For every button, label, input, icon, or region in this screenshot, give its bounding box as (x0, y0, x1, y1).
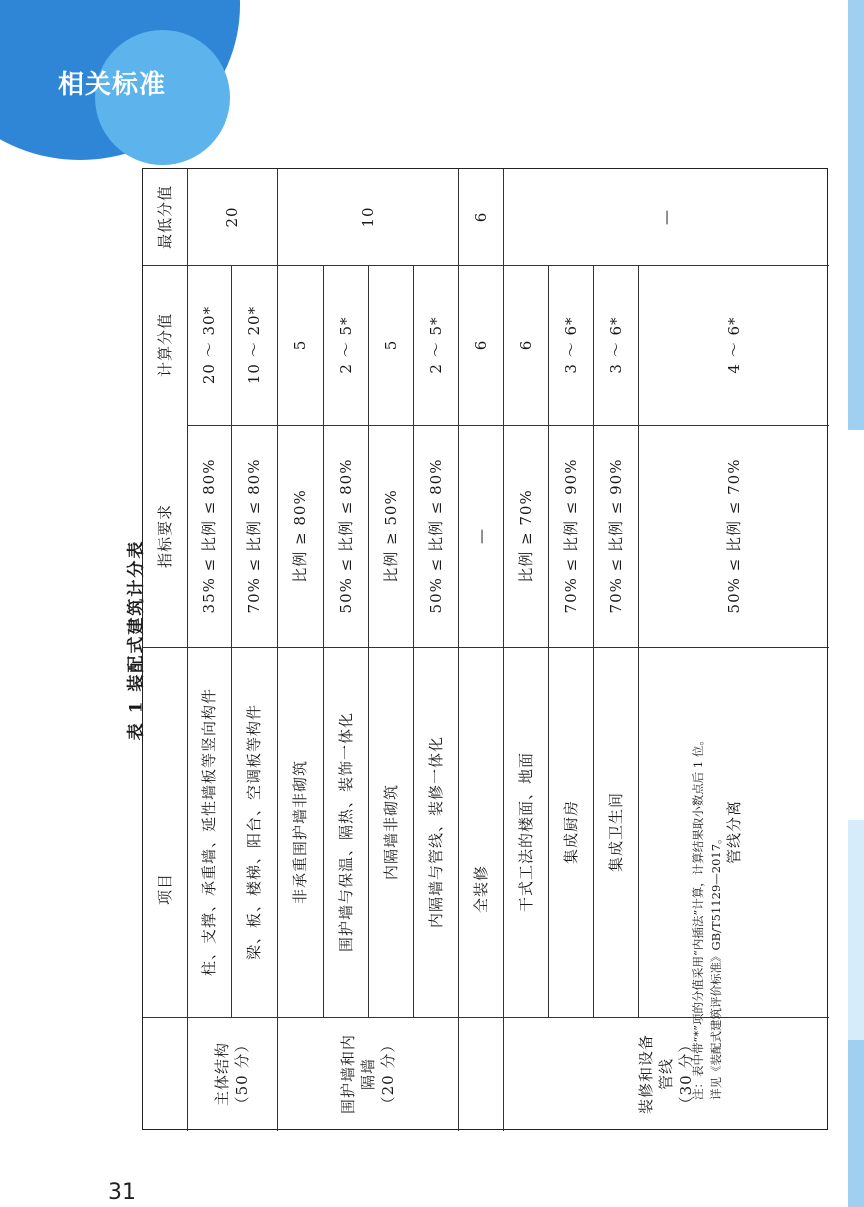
calc-score: 6 (471, 339, 490, 351)
item-name: 围护墙与保温、隔热、装饰一体化 (336, 711, 355, 953)
requirement: 比例 ≥ 80% (291, 489, 309, 583)
calc-score: 3 ～ 6* (561, 316, 580, 374)
calc-score: 4 ～ 6* (724, 316, 743, 374)
item-name: 内隔墙与管线、装修一体化 (426, 735, 445, 929)
item-name: 内隔墙非砌筑 (381, 783, 400, 881)
calc-score: 20 ～ 30* (200, 305, 218, 385)
calc-score: 5 (291, 339, 309, 351)
item-name: 柱、支撑、承重墙、延性墙板等竖向构件 (200, 687, 218, 977)
page-edge-strip-middle (848, 820, 864, 1040)
calc-score: 3 ～ 6* (606, 316, 625, 374)
calc-score: 6 (516, 339, 535, 351)
item-name: 集成厨房 (561, 799, 580, 865)
header-requirement: 指标要求 (156, 503, 174, 569)
requirement: 比例 ≥ 50% (381, 489, 400, 583)
page-number: 31 (108, 1180, 136, 1205)
requirement: 50% ≤ 比例 ≤ 70% (724, 458, 743, 614)
note-line: 详见《装配式建筑评价标准》GB/T51129—2017。 (709, 832, 723, 1100)
requirement: — (471, 528, 490, 544)
min-score-other: — (657, 209, 675, 225)
item-name: 全装修 (471, 864, 490, 914)
requirement: 70% ≤ 比例 ≤ 80% (245, 458, 263, 614)
requirement: 70% ≤ 比例 ≤ 90% (561, 458, 580, 614)
header-item: 项目 (156, 872, 174, 906)
item-name: 干式工法的楼面、地面 (516, 751, 535, 913)
calc-score: 10 ～ 20* (245, 305, 263, 385)
page-edge-strip-top (848, 0, 864, 430)
calc-score: 5 (381, 339, 400, 351)
item-name: 非承重围护墙非砌筑 (291, 759, 309, 905)
category-walls: 围护墙和内 隔墙 （20 分） (338, 1033, 397, 1115)
min-score-walls: 10 (358, 206, 377, 228)
calc-score: 2 ～ 5* (426, 316, 445, 374)
category-structure: 主体结构 （50 分） (213, 1036, 251, 1112)
table-caption: 表 1 装配式建筑计分表 (126, 539, 147, 741)
requirement: 50% ≤ 比例 ≤ 80% (426, 458, 445, 614)
requirement: 50% ≤ 比例 ≤ 80% (336, 458, 355, 614)
item-name: 管线分离 (724, 799, 743, 865)
min-score-structure: 20 (223, 206, 241, 228)
header-min-score: 最低分值 (156, 184, 174, 250)
requirement: 比例 ≥ 70% (516, 489, 535, 583)
header-calc-score: 计算分值 (156, 312, 174, 378)
requirement: 35% ≤ 比例 ≤ 80% (200, 458, 218, 614)
min-score-decoration: 6 (471, 211, 490, 223)
calc-score: 2 ～ 5* (336, 316, 355, 374)
item-name: 集成卫生间 (606, 791, 625, 873)
item-name: 梁、板、楼梯、阳台、空调板等构件 (245, 703, 263, 961)
scoring-table (142, 168, 828, 1130)
requirement: 70% ≤ 比例 ≤ 90% (606, 458, 625, 614)
page-edge-strip-bottom (848, 1040, 864, 1207)
note-line: 注：表中带“*”项的分值采用“内插法”计算，计算结果取小数点后 1 位。 (691, 734, 705, 1100)
category-decoration: 装修和设备 管线 （30 分） (637, 1033, 695, 1115)
section-badge: 相关标准 (58, 70, 167, 100)
